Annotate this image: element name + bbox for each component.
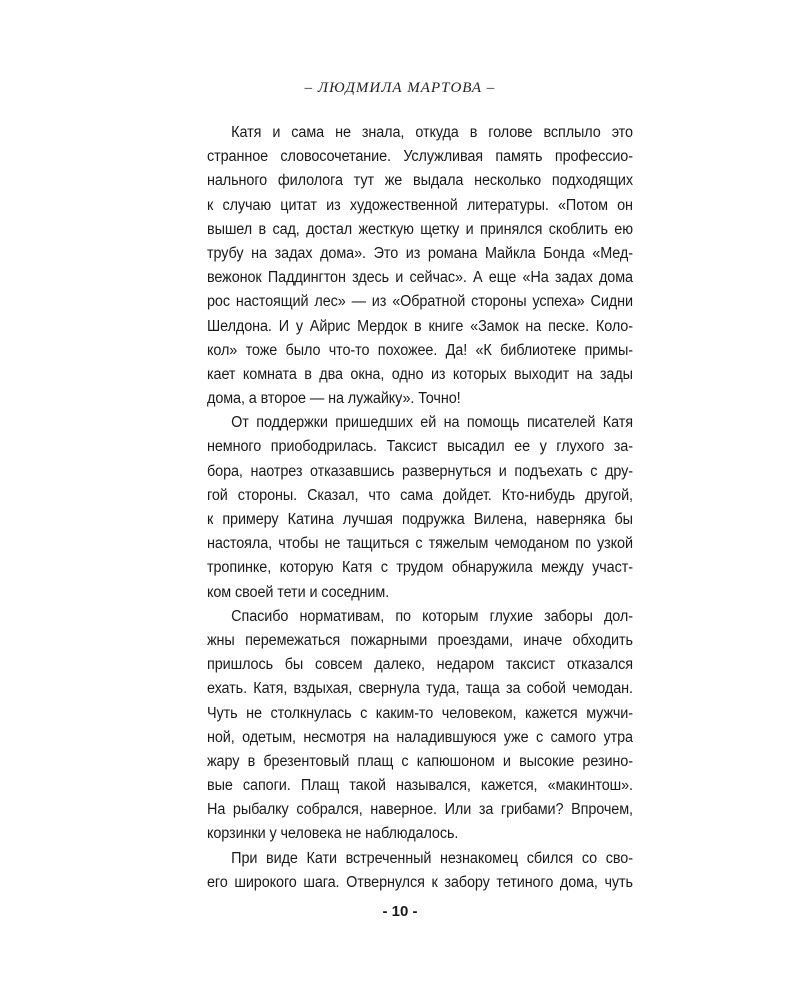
text-line: Чуть не столкнулась с каким-то человеком, кажется мужчи- [207,704,633,722]
text-line: На рыбалку собрался, наверное. Или за грибами? Впрочем, [207,801,633,819]
text-line: немного приободрилась. Таксист высадил ее у глухого за- [207,438,633,456]
text-line: к случаю цитат из художественной литературы. «Потом он [207,196,633,214]
text-line: вышел в сад, достал жесткую щетку и принялся скоблить ею [207,220,633,238]
text-line: нального филолога тут же выдала несколько подходящих [207,172,633,190]
text-line: При виде Кати встреченный незнакомец сбился со сво- [231,849,633,867]
text-line: ком своей тети и соседним. [207,583,390,601]
text-line: вые сапоги. Плащ такой назывался, кажется, «макинтош». [207,777,633,795]
text-line: бора, наотрез отказавшись развернуться и подъехать с дру- [207,462,633,480]
text-line: тропинке, которую Катя с трудом обнаружила между участ- [207,559,633,577]
page-number: - 10 - [382,903,418,920]
text-line: странное словосочетание. Услужливая память профессио- [207,148,633,166]
text-line: гой стороны. Сказал, что сама дойдет. Кто-нибудь другой, [207,486,633,504]
body-text [207,121,633,895]
text-line: настояла, чтобы не тащиться с тяжелым чемоданом по узкой [207,535,633,553]
text-line: к примеру Катина лучшая подружка Вилена, наверняка бы [207,511,633,528]
text-line: кол» тоже было что-то похожее. Да! «К библиотеке примы- [207,341,633,359]
text-line: рос настоящий лес» — из «Обратной стороны успеха» Сидни [207,293,633,311]
text-line: жару в брезентовый плащ с капюшоном и высокие резино- [207,752,633,770]
text-line: Шелдона. И у Айрис Мердок в книге «Замок на песке. Коло- [207,317,633,335]
text-line: дома, а второе — на лужайку». Точно! [207,390,461,408]
text-line: его широкого шага. Отвернулся к забору тетиного дома, чуть [207,873,633,891]
text-line: трубу на задах дома». Это из романа Майкла Бонда «Мед- [207,244,633,262]
running-head: – ЛЮДМИЛА МАРТОВА – [304,80,496,96]
text-line: пришлось бы совсем далеко, недаром таксист отказался [207,656,633,674]
text-line: Катя и сама не знала, откуда в голове всплыло это [231,124,633,141]
text-line: ной, одетым, несмотря на наладившуюся уже с самого утра [207,728,633,746]
text-line: вежонок Паддингтон здесь и сейчас». А еще «На задах дома [207,269,633,287]
text-line: корзинки у человека не наблюдалось. [207,825,459,843]
text-line: ехать. Катя, вздыхая, свернула туда, таща за собой чемодан. [207,680,633,698]
text-line: От поддержки пришедших ей на помощь писателей Катя [231,414,633,432]
text-line: жны перемежаться пожарными проездами, иначе обходить [207,631,633,649]
text-line: Спасибо нормативам, по которым глухие заборы дол- [231,607,633,625]
text-line: кает комната в два окна, одно из которых выходит на зады [207,365,633,383]
